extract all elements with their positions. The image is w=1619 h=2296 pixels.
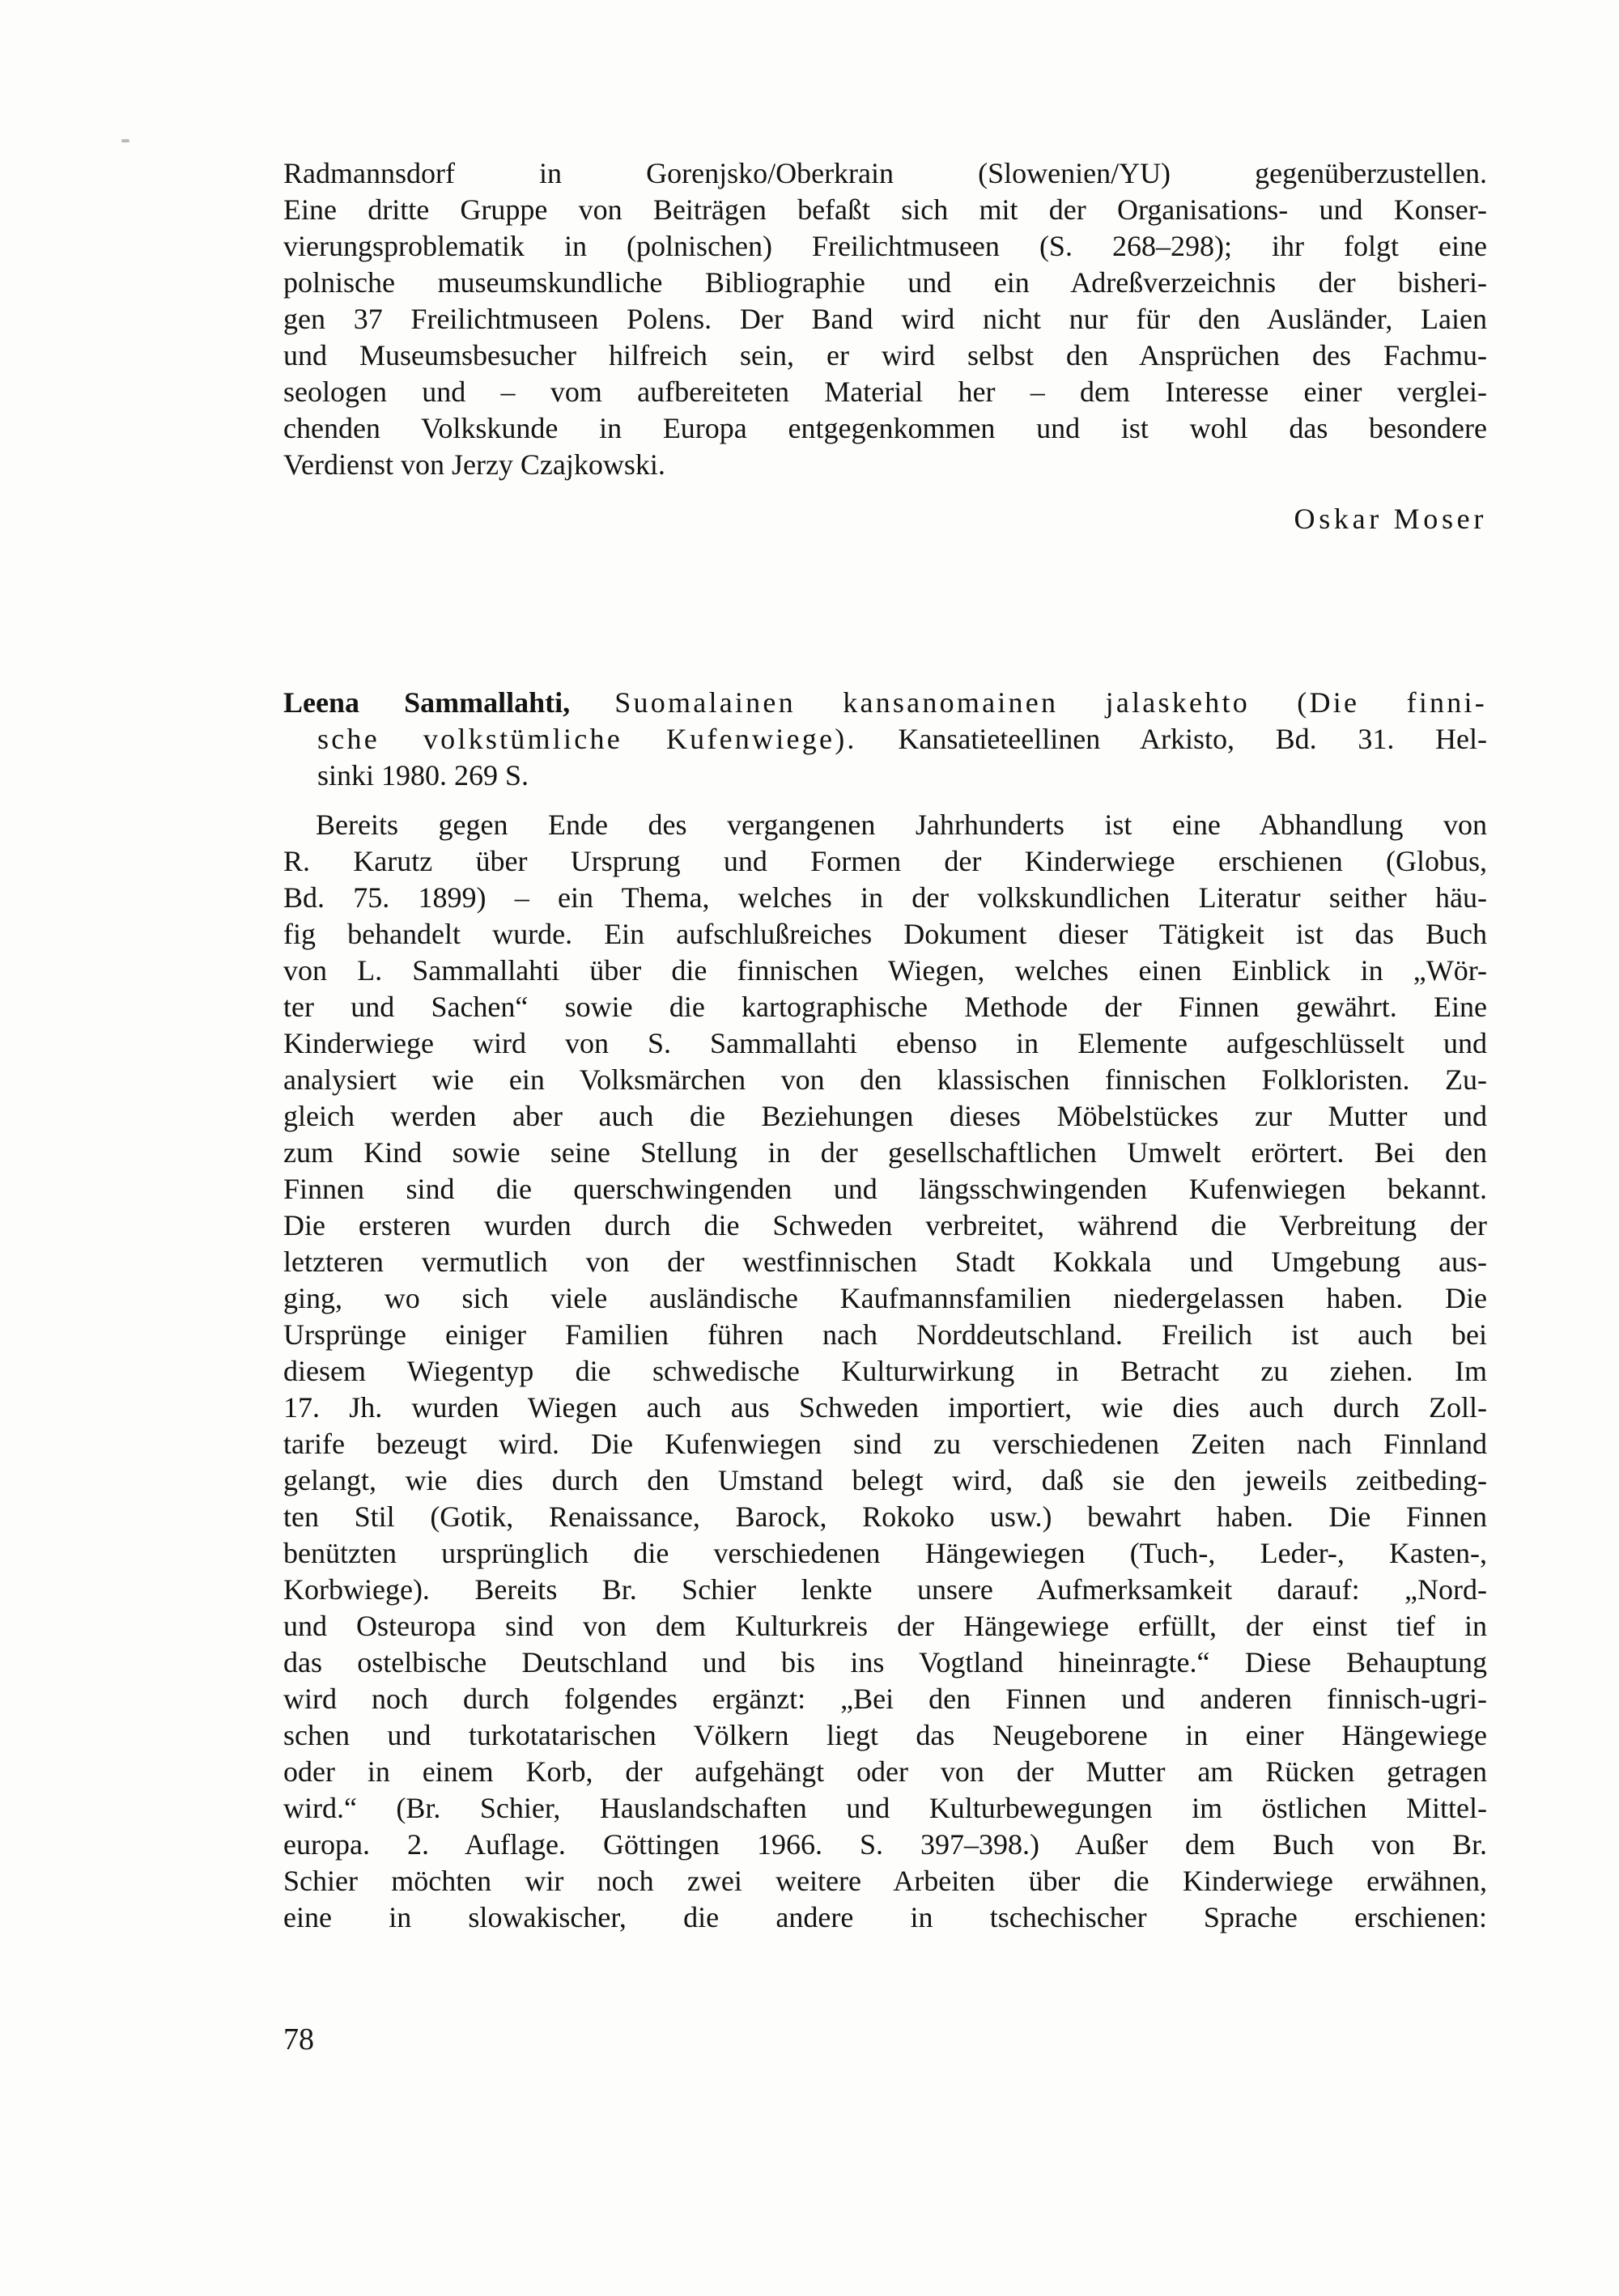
text-line: europa. 2. Auflage. Göttingen 1966. S. 397–398.) Außer dem Buch von Br. — [283, 1828, 1487, 1861]
text-line: Ursprünge einiger Familien führen nach Norddeutschland. Freilich ist auch bei — [283, 1318, 1487, 1351]
text-line: Radmannsdorf in Gorenjsko/Oberkrain (Slowenien/YU) gegenüberzustellen. — [283, 157, 1487, 189]
text-line: analysiert wie ein Volksmärchen von den klassischen finnischen Folkloristen. Zu- — [283, 1063, 1487, 1096]
scan-artifact-mark — [121, 139, 130, 142]
review-author-name: Leena Sammallahti, — [283, 686, 571, 719]
heading-line — [283, 685, 1487, 721]
review-title-part: Suomalainen kansanomainen jalaskehto (Die finni- — [614, 686, 1488, 719]
text-line: Die ersteren wurden durch die Schweden verbreitet, während die Verbreitung der — [283, 1209, 1487, 1241]
heading-line — [283, 721, 1487, 758]
text-line: Korbwiege). Bereits Br. Schier lenkte unsere Aufmerksamkeit darauf: „Nord- — [283, 1573, 1487, 1606]
text-line: letzteren vermutlich von der westfinnischen Stadt Kokkala und Umgebung aus- — [283, 1246, 1487, 1278]
text-line: zum Kind sowie seine Stellung in der gesellschaftlichen Umwelt erörtert. Bei den — [283, 1136, 1487, 1169]
text-line: gen 37 Freilichtmuseen Polens. Der Band wird nicht nur für den Ausländer, Laien — [283, 303, 1487, 335]
text-line: R. Karutz über Ursprung und Formen der Kinderwiege erschienen (Globus, — [283, 845, 1487, 877]
text-line: wird noch durch folgendes ergänzt: „Bei den Finnen und anderen finnisch-ugri- — [283, 1683, 1487, 1715]
paragraph-previous-review-end — [283, 155, 1487, 483]
text-line: Schier möchten wir noch zwei weitere Arbeiten über die Kinderwiege erwähnen, — [283, 1865, 1487, 1897]
text-line: von L. Sammallahti über die finnischen Wiegen, welches einen Einblick in „Wör- — [283, 954, 1487, 987]
text-line: ten Stil (Gotik, Renaissance, Barock, Rokoko usw.) bewahrt haben. Die Finnen — [283, 1500, 1487, 1533]
text-block — [283, 155, 1487, 1936]
text-line: gleich werden aber auch die Beziehungen dieses Möbelstückes zur Mutter und — [283, 1100, 1487, 1132]
review-title-part: sche volkstümliche Kufenwiege). — [317, 723, 857, 755]
reviewer-signature: Oskar Moser — [1294, 503, 1487, 535]
text-line: Bd. 75. 1899) – ein Thema, welches in der volkskundlichen Literatur seither häu- — [283, 881, 1487, 914]
page-number: 78 — [283, 2022, 314, 2056]
text-line: ter und Sachen“ sowie die kartographische Methode der Finnen gewährt. Eine — [283, 991, 1487, 1023]
text-line: gelangt, wie dies durch den Umstand belegt wird, daß sie den jeweils zeitbeding- — [283, 1464, 1487, 1496]
text-line: benützten ursprünglich die verschiedenen Hängewiegen (Tuch-, Leder-, Kasten-, — [283, 1537, 1487, 1569]
paragraph-review-body — [283, 807, 1487, 1936]
text-line: diesem Wiegentyp die schwedische Kulturwirkung in Betracht zu ziehen. Im — [283, 1355, 1487, 1387]
text-line: Verdienst von Jerzy Czajkowski. — [283, 448, 665, 481]
text-line: fig behandelt wurde. Ein aufschlußreiches Dokument dieser Tätigkeit ist das Buch — [283, 918, 1487, 950]
review-heading — [283, 685, 1487, 794]
review-bibliographic-info: Kansatieteellinen Arkisto, Bd. 31. Hel- — [898, 723, 1487, 755]
text-line: chenden Volkskunde in Europa entgegenkommen und ist wohl das besondere — [283, 412, 1487, 444]
text-line: seologen und – vom aufbereiteten Material her – dem Interesse einer verglei- — [283, 376, 1487, 408]
heading-line — [283, 758, 1487, 794]
text-line: vierungsproblematik in (polnischen) Freilichtmuseen (S. 268–298); ihr folgt eine — [283, 230, 1487, 262]
text-line: tarife bezeugt wird. Die Kufenwiegen sind zu verschiedenen Zeiten nach Finnland — [283, 1428, 1487, 1460]
text-line: oder in einem Korb, der aufgehängt oder von der Mutter am Rücken getragen — [283, 1755, 1487, 1788]
text-line: wird.“ (Br. Schier, Hauslandschaften und Kulturbewegungen im östlichen Mittel- — [283, 1792, 1487, 1824]
text-line: und Osteuropa sind von dem Kulturkreis der Hängewiege erfüllt, der einst tief in — [283, 1610, 1487, 1642]
text-line: eine in slowakischer, die andere in tschechischer Sprache erschienen: — [283, 1901, 1487, 1933]
review-bibliographic-info: sinki 1980. 269 S. — [317, 759, 529, 792]
text-line: Kinderwiege wird von S. Sammallahti ebenso in Elemente aufgeschlüsselt und — [283, 1027, 1487, 1059]
text-line: ging, wo sich viele ausländische Kaufmannsfamilien niedergelassen haben. Die — [283, 1282, 1487, 1314]
text-line: und Museumsbesucher hilfreich sein, er wird selbst den Ansprüchen des Fachmu- — [283, 339, 1487, 371]
text-line: Eine dritte Gruppe von Beiträgen befaßt sich mit der Organisations- und Konser- — [283, 193, 1487, 226]
text-line: Finnen sind die querschwingenden und längsschwingenden Kufenwiegen bekannt. — [283, 1173, 1487, 1205]
text-line: Bereits gegen Ende des vergangenen Jahrhunderts ist eine Abhandlung von — [316, 808, 1487, 841]
text-line: das ostelbische Deutschland und bis ins Vogtland hineinragte.“ Diese Behauptung — [283, 1646, 1487, 1678]
text-line: 17. Jh. wurden Wiegen auch aus Schweden importiert, wie dies auch durch Zoll- — [283, 1391, 1487, 1424]
text-line: polnische museumskundliche Bibliographie und ein Adreßverzeichnis der bisheri- — [283, 266, 1487, 299]
text-line: schen und turkotatarischen Völkern liegt das Neugeborene in einer Hängewiege — [283, 1719, 1487, 1751]
